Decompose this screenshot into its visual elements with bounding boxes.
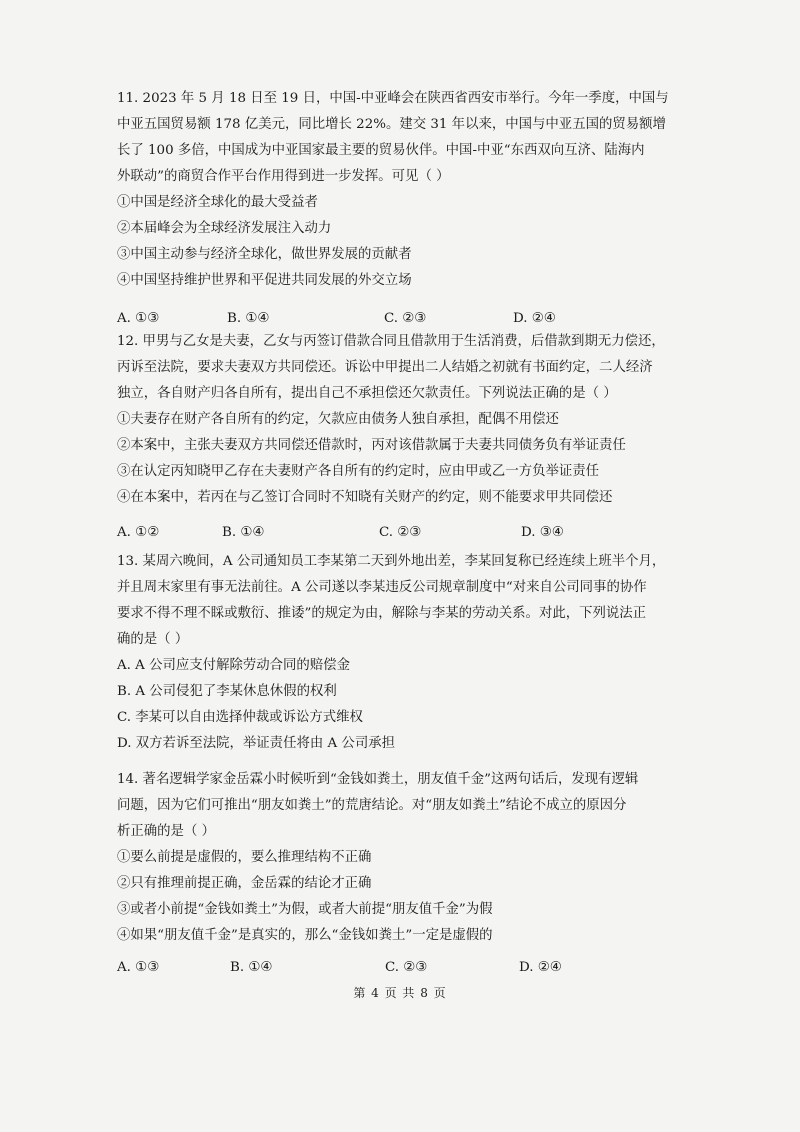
question-12-item: ②本案中，主张夫妻双方共同偿还借款时，丙对该借款属于夫妻共同债务负有举证责任 [117,438,626,453]
question-13-stem-line: 13. 某周六晚间，A 公司通知员工李某第二天到外地出差，李某回复称已经连续上班半个月， [117,554,666,569]
question-11-item: ②本届峰会为全球经济发展注入动力 [117,221,332,236]
question-14-item: ①要么前提是虚假的，要么推理结构不正确 [117,850,372,865]
question-13-stem-line: 要求不得不理不睬或敷衍、推诿”的规定为由，解除与李某的劳动关系。对此，下列说法正 [117,606,647,621]
question-14 [117,767,687,949]
question-12-item: ③在认定丙知晓甲乙存在夫妻财产各自所有的约定时，应由甲或乙一方负举证责任 [117,464,600,479]
question-14-item: ③或者小前提“金钱如粪土”为假，或者大前提“朋友值千金”为假 [117,902,493,917]
question-12 [117,329,687,511]
option-b: B. ①④ [230,960,273,975]
question-14-item: ②只有推理前提正确，金岳霖的结论才正确 [117,876,372,891]
question-12-options [117,520,687,546]
question-12-item: ①夫妻存在财产各自所有的约定，欠款应由债务人独自承担，配偶不用偿还 [117,412,559,427]
question-13-option: A. A 公司应支付解除劳动合同的赔偿金 [117,658,350,673]
question-13-stem-line: 并且周末家里有事无法前往。A 公司遂以李某违反公司规章制度中“对来自公司同事的协作 [117,580,647,595]
question-12-stem-line: 丙诉至法院，要求夫妻双方共同偿还。诉讼中甲提出二人结婚之初就有书面约定，二人经济 [117,360,653,375]
option-d: D. ③④ [521,525,564,540]
question-11-item: ③中国主动参与经济全球化，做世界发展的贡献者 [117,247,412,262]
question-12-stem-line: 12. 甲男与乙女是夫妻，乙女与丙签订借款合同且借款用于生活消费，后借款到期无力偿还， [117,334,665,349]
question-14-item: ④如果“朋友值千金”是真实的，那么“金钱如粪土”一定是虚假的 [117,928,493,943]
option-c: C. ②③ [379,525,422,540]
option-c: C. ②③ [385,960,428,975]
question-13-option: D. 双方若诉至法院，举证责任将由 A 公司承担 [117,736,395,751]
question-11-item: ④中国坚持维护世界和平促进共同发展的外交立场 [117,273,412,288]
question-11-stem-line: 中亚五国贸易额 178 亿美元，同比增长 22%。建交 31 年以来，中国与中亚五国的贸易额增 [117,117,666,132]
question-14-stem-line: 14. 著名逻辑学家金岳霖小时候听到“金钱如粪土，朋友值千金”这两句话后，发现有逻辑 [117,772,639,787]
question-14-stem-line: 析正确的是（ ） [117,824,215,839]
question-11-stem-line: 长了 100 多倍，中国成为中亚国家最主要的贸易伙伴。中国-中亚“东西双向互济、陆海内 [117,143,645,158]
question-11-item: ①中国是经济全球化的最大受益者 [117,195,318,210]
page-number: 第 4 页 共 8 页 [353,986,447,1000]
option-a: A. ①③ [117,311,160,326]
option-b: B. ①④ [227,311,270,326]
question-11-stem-line: 外联动”的商贸合作平台作用得到进一步发挥。可见（ ） [117,169,450,184]
option-d: D. ②④ [519,960,562,975]
question-13-option: B. A 公司侵犯了李某休息休假的权利 [117,684,337,699]
option-c: C. ②③ [384,311,427,326]
question-13 [117,549,687,757]
question-14-options [117,955,687,981]
question-11-stem-line: 11. 2023 年 5 月 18 日至 19 日，中国-中亚峰会在陕西省西安市举行。今年一季度，中国与 [117,91,669,106]
option-a: A. ①② [117,525,160,540]
question-12-stem-line: 独立，各自财产归各自所有，提出自己不承担偿还欠款责任。下列说法正确的是（ ） [117,386,617,401]
question-12-item: ④在本案中，若丙在与乙签订合同时不知晓有关财产的约定，则不能要求甲共同偿还 [117,490,613,505]
option-b: B. ①④ [222,525,265,540]
question-13-stem-line: 确的是（ ） [117,632,189,647]
option-a: A. ①③ [117,960,160,975]
option-d: D. ②④ [513,311,556,326]
question-11 [117,86,687,294]
question-13-option: C. 李某可以自由选择仲裁或诉讼方式维权 [117,710,363,725]
question-14-stem-line: 问题，因为它们可推出“朋友如粪土”的荒唐结论。对“朋友如粪土”结论不成立的原因分 [117,798,627,813]
